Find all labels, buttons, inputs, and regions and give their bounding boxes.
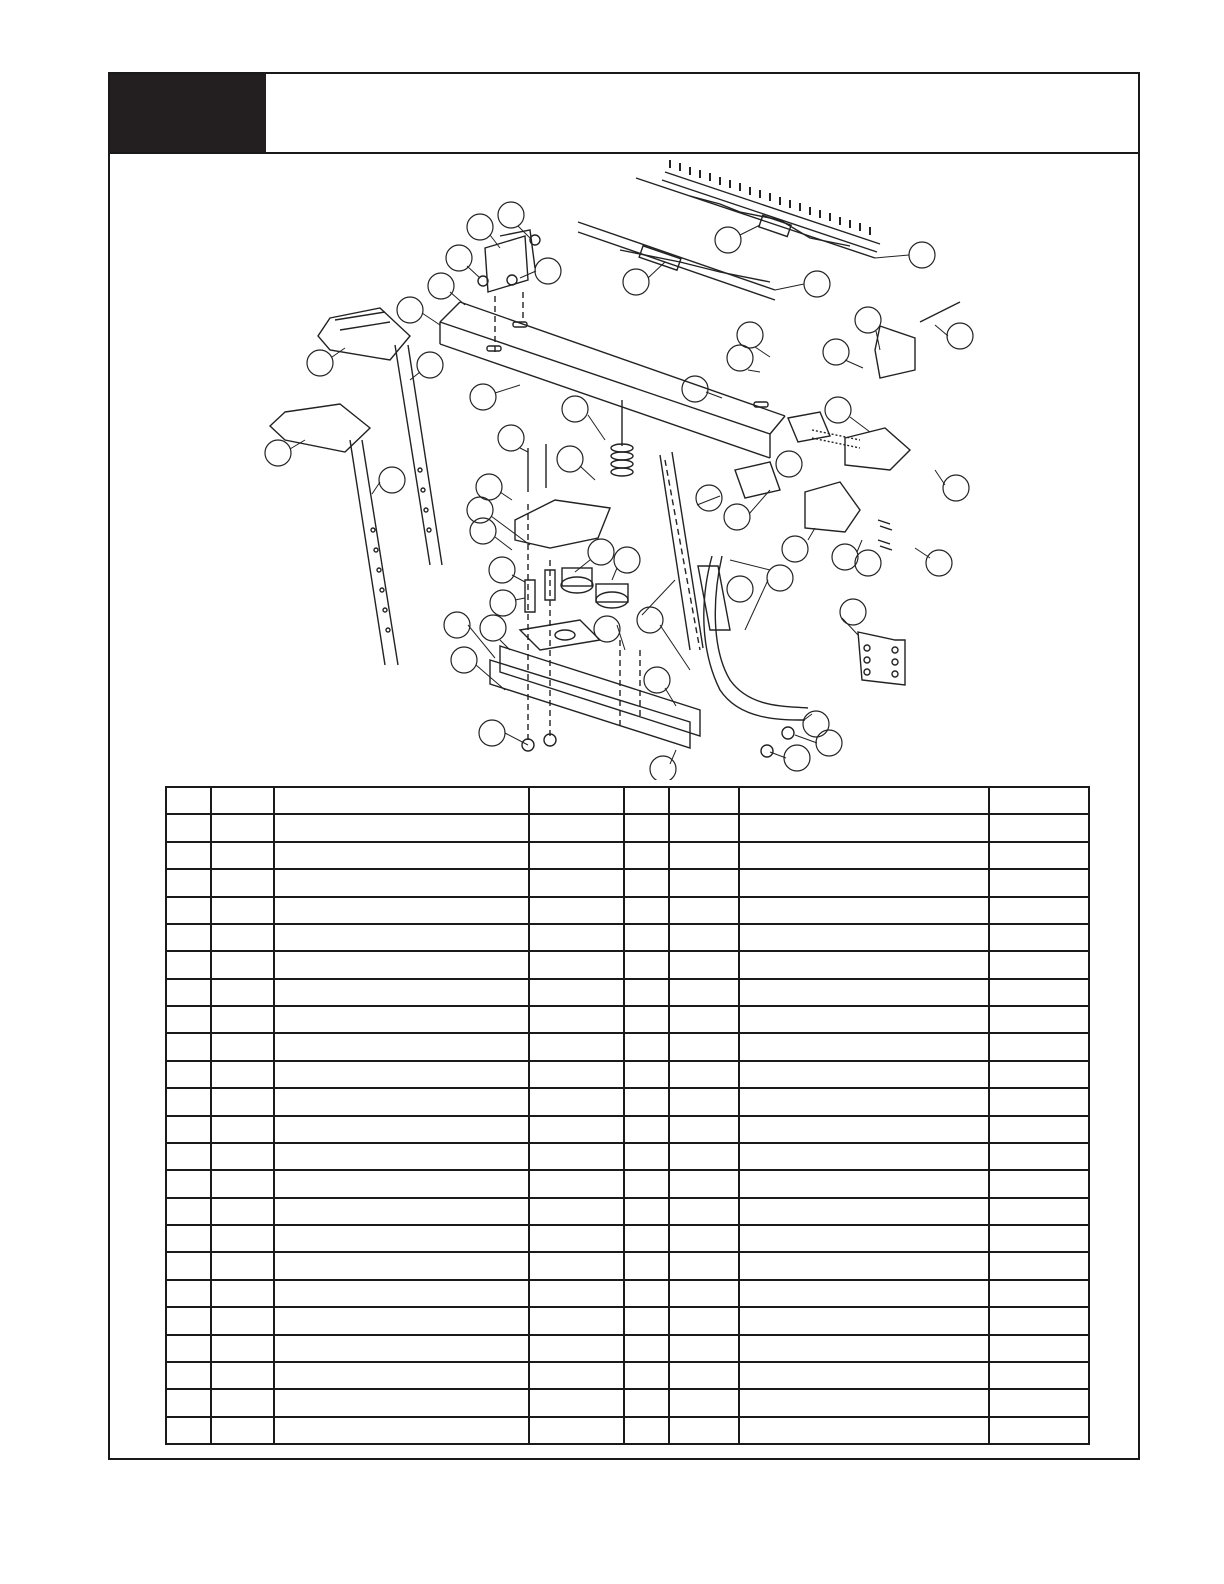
header-key <box>166 787 211 814</box>
table-cell <box>624 1198 669 1225</box>
table-cell <box>166 1143 211 1170</box>
table-cell <box>274 869 529 896</box>
table-header-row <box>166 787 1089 814</box>
table-cell <box>211 1006 274 1033</box>
table-cell <box>274 951 529 978</box>
lower-rail <box>490 646 700 748</box>
table-cell <box>211 1143 274 1170</box>
table-row <box>166 1061 1089 1088</box>
table-cell <box>529 1006 624 1033</box>
table-cell <box>211 1116 274 1143</box>
table-row <box>166 842 1089 869</box>
callout-bubbles <box>265 202 973 780</box>
table-cell <box>989 1389 1089 1416</box>
table-cell <box>669 897 739 924</box>
table-cell <box>739 1335 989 1362</box>
table-cell <box>624 1389 669 1416</box>
table-cell <box>989 1362 1089 1389</box>
table-cell <box>529 1033 624 1060</box>
table-cell <box>211 1307 274 1334</box>
table-cell <box>211 1252 274 1279</box>
table-cell <box>529 1307 624 1334</box>
table-cell <box>989 1170 1089 1197</box>
header-part-no <box>211 787 274 814</box>
table-cell <box>529 1225 624 1252</box>
table-cell <box>669 1116 739 1143</box>
table-cell <box>274 1417 529 1444</box>
table-cell <box>669 814 739 841</box>
table-cell <box>166 1061 211 1088</box>
table-cell <box>669 1061 739 1088</box>
table-cell <box>166 1088 211 1115</box>
table-cell <box>624 1033 669 1060</box>
table-cell <box>989 924 1089 951</box>
table-cell <box>669 1225 739 1252</box>
table-cell <box>739 1389 989 1416</box>
table-cell <box>739 1143 989 1170</box>
table-cell <box>739 1198 989 1225</box>
table-cell <box>529 842 624 869</box>
table-cell <box>624 842 669 869</box>
table-cell <box>669 979 739 1006</box>
table-cell <box>274 1280 529 1307</box>
table-row <box>166 897 1089 924</box>
trolley-right <box>788 412 910 470</box>
table-cell <box>166 1252 211 1279</box>
table-cell <box>989 1061 1089 1088</box>
table-cell <box>669 1307 739 1334</box>
table-cell <box>669 1417 739 1444</box>
table-row <box>166 814 1089 841</box>
table-cell <box>211 1088 274 1115</box>
table-row <box>166 1362 1089 1389</box>
table-cell <box>274 842 529 869</box>
table-cell <box>529 1088 624 1115</box>
table-row <box>166 951 1089 978</box>
trolley-right-lower <box>735 462 860 532</box>
table-cell <box>211 924 274 951</box>
table-cell <box>624 1252 669 1279</box>
table-cell <box>739 1033 989 1060</box>
table-cell <box>624 1116 669 1143</box>
table-cell <box>989 814 1089 841</box>
right-bracket-upper <box>875 326 915 378</box>
table-cell <box>989 1143 1089 1170</box>
table-cell <box>529 869 624 896</box>
table-cell <box>624 1225 669 1252</box>
table-cell <box>989 897 1089 924</box>
table-cell <box>624 1088 669 1115</box>
table-row <box>166 1198 1089 1225</box>
table-cell <box>211 1061 274 1088</box>
table-cell <box>166 979 211 1006</box>
table-cell <box>211 814 274 841</box>
table-cell <box>166 897 211 924</box>
drive-chain-upper <box>636 172 880 258</box>
table-cell <box>669 869 739 896</box>
table-cell <box>274 1170 529 1197</box>
table-row <box>166 1417 1089 1444</box>
table-row <box>166 924 1089 951</box>
table-cell <box>529 1252 624 1279</box>
table-cell <box>739 1006 989 1033</box>
table-cell <box>166 1362 211 1389</box>
header-plate-lower <box>270 404 370 452</box>
header-key-2 <box>624 787 669 814</box>
table-cell <box>166 842 211 869</box>
trolley-bracket <box>478 230 540 292</box>
table-cell <box>529 897 624 924</box>
table-cell <box>274 1389 529 1416</box>
table-cell <box>274 1198 529 1225</box>
spring <box>611 444 633 476</box>
table-cell <box>989 1252 1089 1279</box>
table-cell <box>624 869 669 896</box>
header-description-2 <box>739 787 989 814</box>
table-cell <box>529 1280 624 1307</box>
table-cell <box>274 1143 529 1170</box>
table-cell <box>211 951 274 978</box>
table-cell <box>669 951 739 978</box>
table-cell <box>669 1198 739 1225</box>
table-cell <box>624 1143 669 1170</box>
table-cell <box>669 1335 739 1362</box>
table-cell <box>211 979 274 1006</box>
table-cell <box>529 924 624 951</box>
carriage-bolt <box>920 302 960 322</box>
table-cell <box>211 1362 274 1389</box>
table-cell <box>739 979 989 1006</box>
mount-bolts <box>528 444 546 492</box>
table-row <box>166 1252 1089 1279</box>
table-cell <box>211 1335 274 1362</box>
table-cell <box>166 1033 211 1060</box>
table-row <box>166 1225 1089 1252</box>
table-cell <box>166 1389 211 1416</box>
table-cell <box>989 1116 1089 1143</box>
table-row <box>166 1389 1089 1416</box>
springs-small <box>878 520 892 550</box>
door-arm-lower <box>350 440 398 665</box>
table-cell <box>274 1335 529 1362</box>
table-cell <box>166 1198 211 1225</box>
table-cell <box>529 1198 624 1225</box>
table-row <box>166 1033 1089 1060</box>
table-cell <box>624 1061 669 1088</box>
table-row <box>166 1143 1089 1170</box>
clevis-pin <box>761 745 773 757</box>
table-cell <box>739 1280 989 1307</box>
table-cell <box>739 924 989 951</box>
base-plate <box>520 620 600 650</box>
table-row <box>166 1006 1089 1033</box>
table-cell <box>669 1006 739 1033</box>
table-cell <box>669 1389 739 1416</box>
table-cell <box>529 979 624 1006</box>
table-cell <box>274 1088 529 1115</box>
table-cell <box>274 1061 529 1088</box>
table-cell <box>989 1335 1089 1362</box>
table-row <box>166 979 1089 1006</box>
table-cell <box>529 814 624 841</box>
table-cell <box>274 979 529 1006</box>
table-cell <box>166 924 211 951</box>
table-cell <box>624 897 669 924</box>
table-cell <box>274 1225 529 1252</box>
table-cell <box>739 897 989 924</box>
table-cell <box>529 1335 624 1362</box>
table-cell <box>274 814 529 841</box>
table-cell <box>989 1088 1089 1115</box>
table-cell <box>274 1033 529 1060</box>
table-row <box>166 1116 1089 1143</box>
table-cell <box>211 842 274 869</box>
table-cell <box>529 1143 624 1170</box>
table-cell <box>989 1006 1089 1033</box>
table-cell <box>989 1225 1089 1252</box>
table-cell <box>166 1006 211 1033</box>
table-cell <box>166 1335 211 1362</box>
table-cell <box>211 1198 274 1225</box>
table-cell <box>989 951 1089 978</box>
table-cell <box>669 1362 739 1389</box>
table-cell <box>739 1225 989 1252</box>
table-row <box>166 1280 1089 1307</box>
table-cell <box>624 1170 669 1197</box>
table-cell <box>669 1280 739 1307</box>
hex-nuts-bottom <box>522 734 556 751</box>
table-cell <box>739 1170 989 1197</box>
table-cell <box>166 1116 211 1143</box>
header-description <box>274 787 529 814</box>
table-cell <box>669 1088 739 1115</box>
table-row <box>166 1170 1089 1197</box>
table-row <box>166 1335 1089 1362</box>
table-cell <box>739 842 989 869</box>
table-cell <box>274 1307 529 1334</box>
table-cell <box>529 1061 624 1088</box>
table-cell <box>274 1252 529 1279</box>
table-cell <box>739 951 989 978</box>
table-cell <box>211 1417 274 1444</box>
table-cell <box>624 979 669 1006</box>
table-cell <box>624 1006 669 1033</box>
table-cell <box>211 897 274 924</box>
table-cell <box>624 814 669 841</box>
table-cell <box>669 842 739 869</box>
table-cell <box>211 869 274 896</box>
table-cell <box>739 869 989 896</box>
table-cell <box>166 1225 211 1252</box>
motor-mount-plate <box>515 500 610 548</box>
table-cell <box>529 1362 624 1389</box>
drive-sprocket <box>561 568 628 608</box>
table-cell <box>166 1170 211 1197</box>
table-cell <box>624 1307 669 1334</box>
table-cell <box>211 1170 274 1197</box>
table-cell <box>739 1116 989 1143</box>
table-cell <box>669 1033 739 1060</box>
table-cell <box>739 1417 989 1444</box>
table-cell <box>989 842 1089 869</box>
header-qty <box>529 787 624 814</box>
header-qty-2 <box>989 787 1089 814</box>
table-cell <box>166 1307 211 1334</box>
table-cell <box>166 1417 211 1444</box>
l-bracket-right <box>858 632 905 685</box>
table-cell <box>989 869 1089 896</box>
table-cell <box>274 1116 529 1143</box>
table-cell <box>989 1198 1089 1225</box>
table-cell <box>669 1252 739 1279</box>
table-cell <box>274 897 529 924</box>
table-cell <box>274 924 529 951</box>
table-cell <box>989 1417 1089 1444</box>
table-row <box>166 1088 1089 1115</box>
table-cell <box>989 1307 1089 1334</box>
table-cell <box>211 1389 274 1416</box>
table-cell <box>624 1280 669 1307</box>
table-cell <box>739 1252 989 1279</box>
table-cell <box>624 1417 669 1444</box>
table-cell <box>166 1280 211 1307</box>
table-row <box>166 1307 1089 1334</box>
main-rail <box>440 302 785 458</box>
table-cell <box>739 1088 989 1115</box>
table-cell <box>989 979 1089 1006</box>
table-cell <box>274 1006 529 1033</box>
table-cell <box>211 1225 274 1252</box>
table-cell <box>989 1033 1089 1060</box>
table-cell <box>211 1280 274 1307</box>
table-cell <box>529 1417 624 1444</box>
table-cell <box>739 1061 989 1088</box>
arm-plate <box>698 566 730 630</box>
chain-teeth-upper <box>670 160 870 235</box>
drive-chain-lower <box>578 215 791 300</box>
table-cell <box>624 951 669 978</box>
header-part-no-2 <box>669 787 739 814</box>
door-arm-upper <box>395 345 442 565</box>
table-cell <box>624 1335 669 1362</box>
table-cell <box>529 1170 624 1197</box>
parts-list-table <box>165 786 1090 1445</box>
table-cell <box>274 1362 529 1389</box>
table-cell <box>739 814 989 841</box>
table-row <box>166 869 1089 896</box>
table-cell <box>624 924 669 951</box>
washer <box>782 727 794 739</box>
table-cell <box>166 814 211 841</box>
table-cell <box>669 1143 739 1170</box>
table-cell <box>166 869 211 896</box>
table-cell <box>166 951 211 978</box>
table-cell <box>529 1116 624 1143</box>
table-cell <box>989 1280 1089 1307</box>
table-cell <box>529 1389 624 1416</box>
table-cell <box>211 1033 274 1060</box>
table-cell <box>739 1362 989 1389</box>
table-cell <box>624 1362 669 1389</box>
exploded-parts-diagram <box>0 0 1224 780</box>
table-cell <box>529 951 624 978</box>
table-cell <box>669 924 739 951</box>
table-cell <box>739 1307 989 1334</box>
table-cell <box>669 1170 739 1197</box>
